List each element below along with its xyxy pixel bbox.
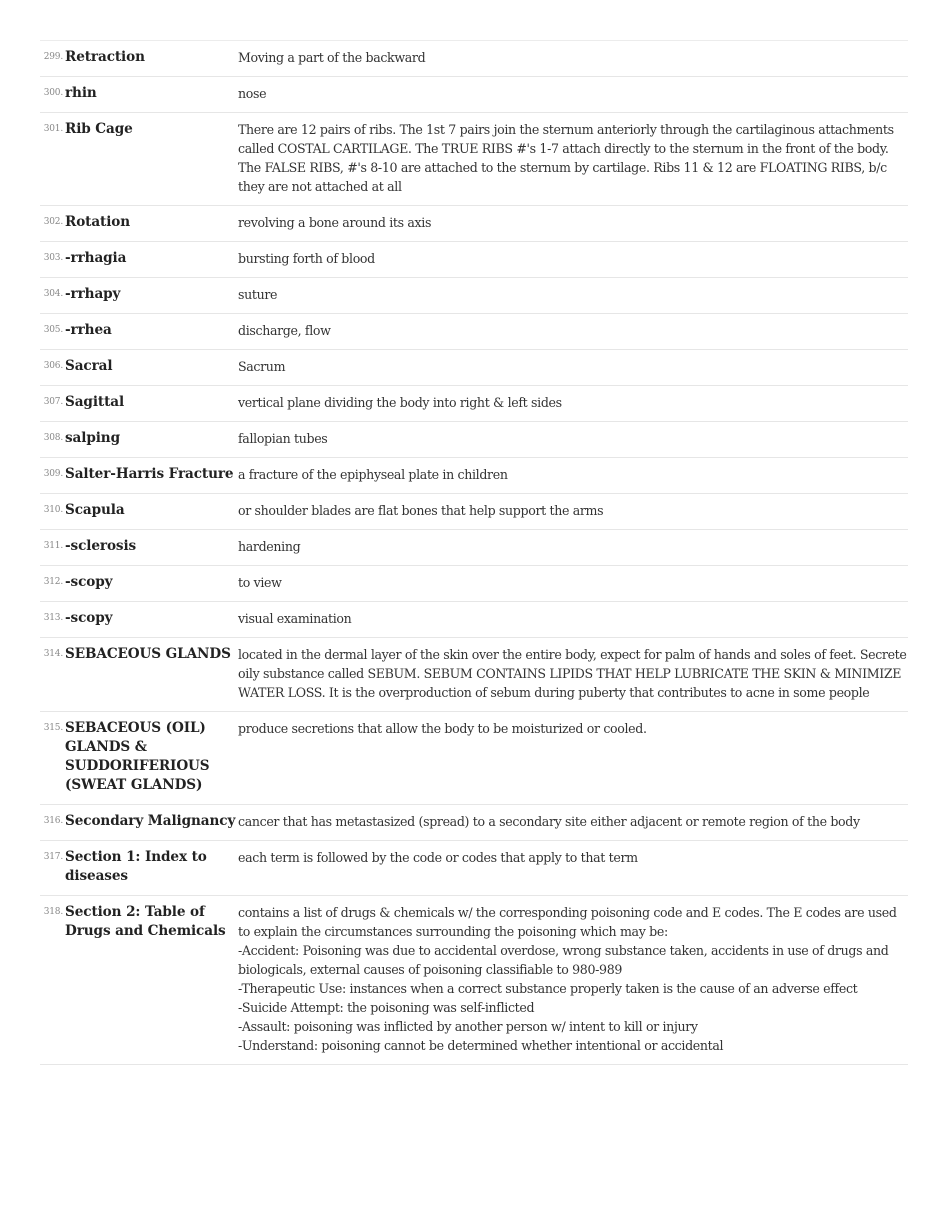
term-number: 310. [43,505,63,515]
term-title: rhin [65,85,97,101]
term-definition: located in the dermal layer of the skin over the entire body, expect for palm of hands and soles of feet. Secrete oily substance called SEBUM. SEBUM CONTAINS LIPIDS THAT HELP LUBRICATE THE SKIN & MINIMIZE WATER LOSS. It is the overproduction of sebum during puberty that contributes to acne in some people [238,647,907,700]
term-cell [40,213,238,232]
term-definition: Moving a part of the backward [238,50,426,65]
term-cell [40,285,238,304]
term-number: 303. [43,253,63,263]
term-number: 299. [43,52,63,62]
term-row [40,206,908,242]
term-title: Sacral [65,358,113,374]
term-title: SEBACEOUS GLANDS [65,646,231,662]
term-row [40,805,908,841]
term-row [40,41,908,77]
term-cell [40,645,238,702]
term-cell [40,812,238,831]
term-cell [40,465,238,484]
term-number: 312. [43,577,63,587]
term-number: 306. [43,361,63,371]
term-cell [40,48,238,67]
term-definition: a fracture of the epiphyseal plate in children [238,467,508,482]
term-title: -rrhagia [65,250,127,266]
term-number: 311. [43,541,63,551]
term-row [40,712,908,805]
term-title: Scapula [65,502,125,518]
term-title: Salter-Harris Fracture [65,466,234,482]
term-definition: revolving a bone around its axis [238,215,432,230]
term-cell [40,393,238,412]
term-definition: cancer that has metastasized (spread) to a secondary site either adjacent or remote region of the body [238,814,860,829]
term-cell [40,84,238,103]
term-row [40,530,908,566]
term-number: 314. [43,649,63,659]
term-cell [40,573,238,592]
term-cell [40,848,238,886]
term-title: Retraction [65,49,145,65]
term-definition: bursting forth of blood [238,251,375,266]
term-title: -scopy [65,574,113,590]
term-row [40,841,908,896]
term-row [40,494,908,530]
term-row [40,77,908,113]
term-title: -rrhapy [65,286,121,302]
term-title: Section 2: Table of Drugs and Chemicals [65,904,226,939]
term-title: Rotation [65,214,131,230]
term-row [40,422,908,458]
term-number: 308. [43,433,63,443]
term-row [40,314,908,350]
term-row [40,458,908,494]
term-row [40,350,908,386]
term-number: 318. [43,907,63,917]
term-cell [40,429,238,448]
term-definition: each term is followed by the code or codes that apply to that term [238,850,638,865]
term-cell [40,609,238,628]
flashcard-term-list [40,40,908,1065]
term-definition: fallopian tubes [238,431,328,446]
term-title: -rrhea [65,322,112,338]
term-number: 309. [43,469,63,479]
term-number: 313. [43,613,63,623]
term-row [40,113,908,206]
term-definition: visual examination [238,611,352,626]
term-cell [40,903,238,1055]
term-definition: or shoulder blades are flat bones that help support the arms [238,503,604,518]
term-title: -sclerosis [65,538,137,554]
term-definition: discharge, flow [238,323,331,338]
term-cell [40,501,238,520]
term-cell [40,357,238,376]
term-title: Rib Cage [65,121,133,137]
term-definition: nose [238,86,267,101]
term-row [40,638,908,712]
term-title: -scopy [65,610,113,626]
term-row [40,278,908,314]
term-cell [40,719,238,795]
term-title: salping [65,430,120,446]
term-definition: suture [238,287,278,302]
term-rows [40,41,908,1065]
term-number: 300. [43,88,63,98]
term-definition: contains a list of drugs & chemicals w/ the corresponding poisoning code and E codes. The E codes are used to explain the circumstances surrounding the poisoning which may be: -Accident: Poisoning was due to accidental overdose, wrong substance taken, accidents in use of drugs and biologicals, external causes of poisoning classifiable to 980-989 -Therapeutic Use: instances when a correct substance properly taken is the cause of an adverse effect -Suicide Attempt: the poisoning was self-inflicted -Assault: poisoning was inflicted by another person w/ intent to kill or injury -Understand: poisoning cannot be determined whether intentional or accidental [238,905,897,1053]
term-row [40,602,908,638]
term-row [40,242,908,278]
term-number: 315. [43,723,63,733]
term-number: 316. [43,816,63,826]
term-cell [40,537,238,556]
term-cell [40,321,238,340]
term-row [40,386,908,422]
term-cell [40,120,238,196]
term-title: Sagittal [65,394,125,410]
term-definition: vertical plane dividing the body into right & left sides [238,395,562,410]
term-title: Section 1: Index to diseases [65,849,207,884]
term-number: 301. [43,124,63,134]
term-number: 307. [43,397,63,407]
term-definition: to view [238,575,282,590]
term-cell [40,249,238,268]
term-definition: There are 12 pairs of ribs. The 1st 7 pairs join the sternum anteriorly through the cartilaginous attachments called COSTAL CARTILAGE. The TRUE RIBS #'s 1-7 attach directly to the sternum in the front of the body. The FALSE RIBS, #'s 8-10 are attached to the sternum by cartilage. Ribs 11 & 12 are FLOATING RIBS, b/c they are not attached at all [238,122,894,194]
term-row [40,896,908,1065]
term-number: 302. [43,217,63,227]
term-definition: Sacrum [238,359,286,374]
term-definition: hardening [238,539,301,554]
term-title: Secondary Malignancy [65,813,236,829]
term-definition: produce secretions that allow the body to be moisturized or cooled. [238,721,647,736]
term-number: 317. [43,852,63,862]
term-number: 305. [43,325,63,335]
term-row [40,566,908,602]
term-title: SEBACEOUS (OIL) GLANDS & SUDDORIFERIOUS (SWEAT GLANDS) [65,720,210,793]
term-number: 304. [43,289,63,299]
